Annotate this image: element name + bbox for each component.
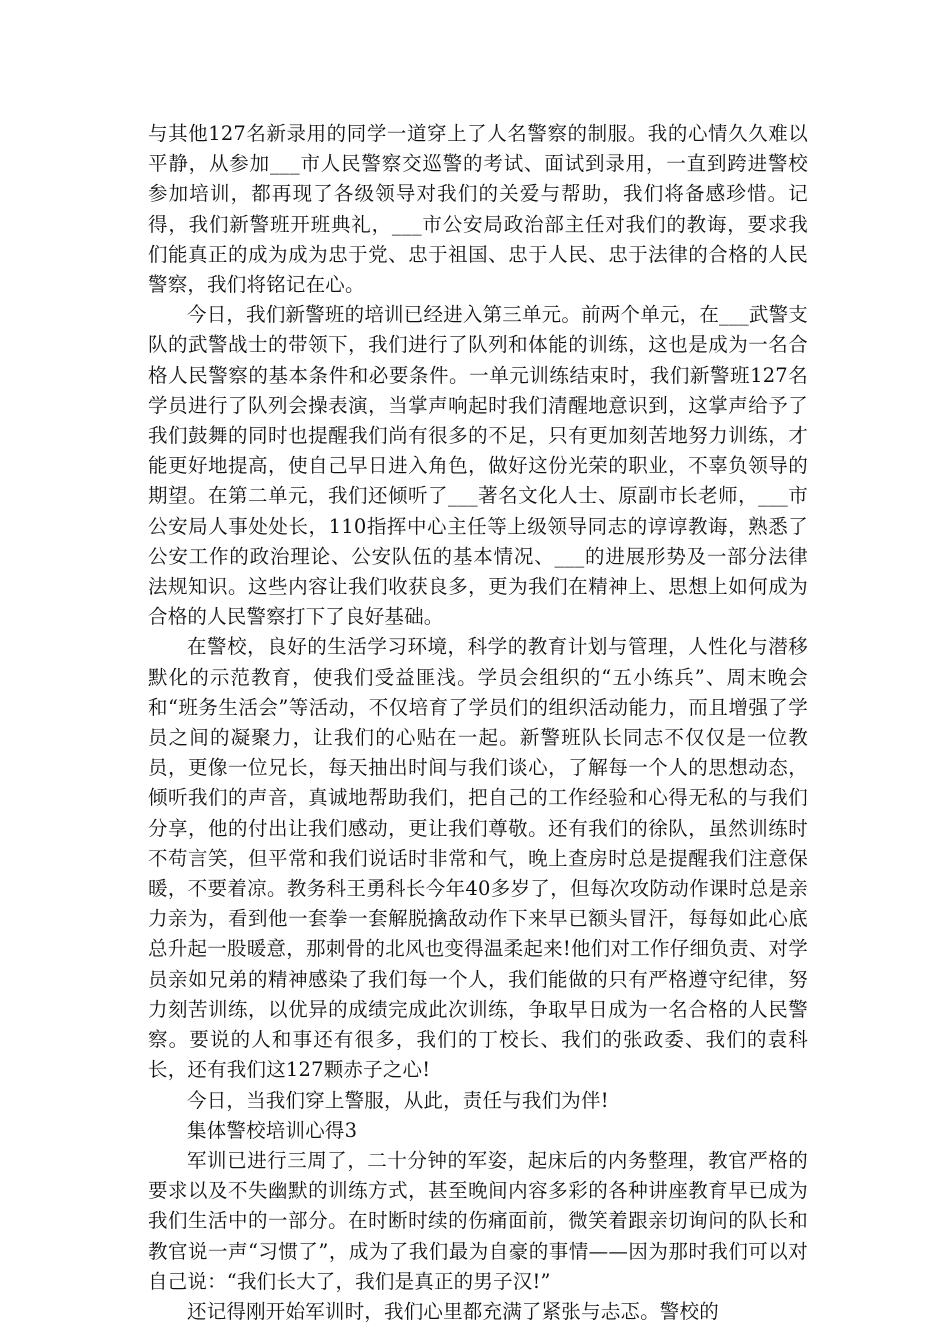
paragraph-recollection: 还记得刚开始军训时，我们心里都充满了紧张与忐忑。警校的	[187, 1299, 719, 1323]
paragraph-responsibility: 今日，当我们穿上警服，从此，责任与我们为伴!	[187, 1088, 609, 1112]
paragraph-school-life: 在警校，良好的生活学习环境，科学的教育计划与管理，人性化与潜移默化的示范教育，使我们受益匪浅。学员会组织的“五小练兵”、周末晚会和“班务生活会”等活动，不仅培育了学员们的组织活动能力，而且增强了学员之间的凝聚力，让我们的心贴在一起。新警班队长同志不仅仅是一位教员，更像一位兄长，每天抽出时间与我们谈心，了解每一个人的思想动态，倾听我们的声音，真诚地帮助我们，把自己的工作经验和心得无私的与我们分享，他的付出让我们感动，更让我们尊敬。还有我们的徐队，虽然训练时不苟言笑，但平常和我们说话时非常和气，晚上查房时总是提醒我们注意保暖，不要着凉。教务科王勇科长今年40多岁了，但每次攻防动作课时总是亲力亲为，看到他一套拳一套解脱擒敌动作下来早已额头冒汗，每每如此心底总升起一股暖意，那刺骨的北风也变得温柔起来!他们对工作仔细负责、对学员亲如兄弟的精神感染了我们每一个人，我们能做的只有严格遵守纪律，努力刻苦训练，以优异的成绩完成此次训练，争取早日成为一名合格的人民警察。要说的人和事还有很多，我们的丁校长、我们的张政委、我们的袁科长，还有我们这127颗赤子之心!	[148, 635, 808, 1082]
document-body	[148, 119, 808, 1327]
section-heading: 集体警校培训心得3	[187, 1118, 358, 1142]
paragraph-military-training: 军训已进行三周了，二十分钟的军姿，起床后的内务整理，教官严格的要求以及不失幽默的训练方式，甚至晚间内容多彩的各种讲座教育早已成为我们生活中的一部分。在时断时续的伤痛面前，微笑着跟亲切询问的队长和教官说一声“习惯了”，成为了我们最为自豪的事情——因为那时我们可以对自己说：“我们长大了，我们是真正的男子汉!”	[148, 1148, 808, 1293]
paragraph-continuation: 与其他127名新录用的同学一道穿上了人名警察的制服。我的心情久久难以平静，从参加___市人民警察交巡警的考试、面试到录用，一直到跨进警校参加培训，都再现了各级领导对我们的关爱与帮助，我们将备感珍惜。记得，我们新警班开班典礼，___市公安局政治部主任对我们的教诲，要求我们能真正的成为成为忠于党、忠于祖国、忠于人民、忠于法律的合格的人民警察，我们将铭记在心。	[148, 122, 808, 297]
paragraph-training-units: 今日，我们新警班的培训已经进入第三单元。前两个单元，在___武警支队的武警战士的带领下，我们进行了队列和体能的训练，这也是成为一名合格人民警察的基本条件和必要条件。一单元训练结束时，我们新警班127名学员进行了队列会操表演，当掌声响起时我们清醒地意识到，这掌声给予了我们鼓舞的同时也提醒我们尚有很多的不足，只有更加刻苦地努力训练，才能更好地提高，使自己早日进入角色，做好这份光荣的职业，不辜负领导的期望。在第二单元，我们还倾听了___著名文化人士、原副市长老师，___市公安局人事处处长，110指挥中心主任等上级领导同志的谆谆教诲，熟悉了公安工作的政治理论、公安队伍的基本情况、___的进展形势及一部分法律法规知识。这些内容让我们收获良多，更为我们在精神上、思想上如何成为合格的人民警察打下了良好基础。	[148, 303, 808, 629]
